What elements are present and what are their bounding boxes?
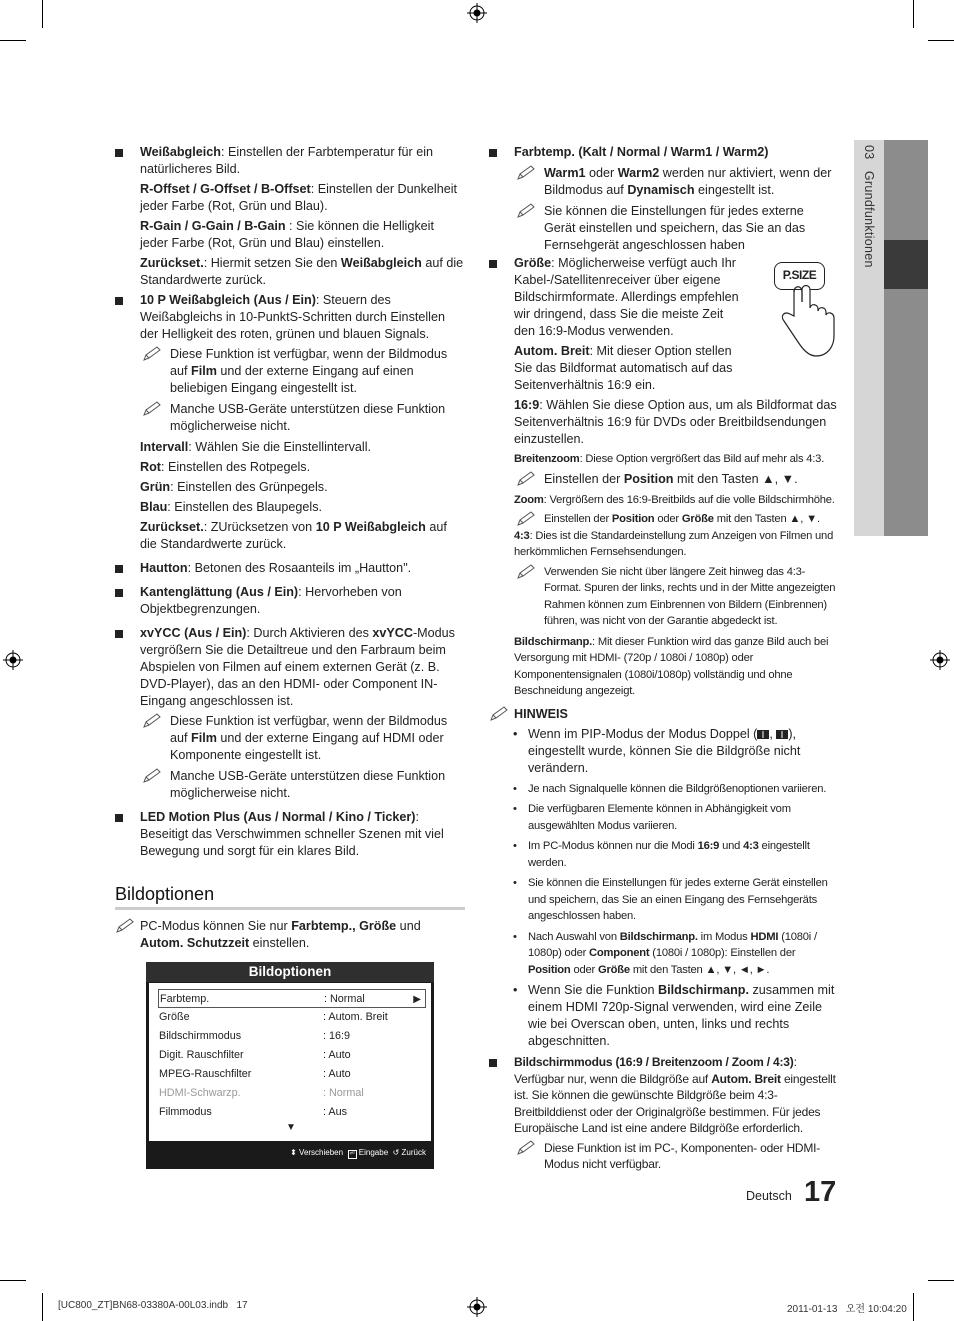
- menu-row-digit-rauschfilter[interactable]: [158, 1046, 426, 1065]
- note-pencil-icon: [142, 768, 162, 784]
- pc-note: PC-Modus können Sie nur Farbtemp., Größe und Autom. Schutzzeit einstellen.: [115, 918, 465, 955]
- note: Manche USB-Geräte unterstützen diese Funktion möglicherweise nicht.: [115, 401, 465, 435]
- hinweis-item: • Wenn im PIP-Modus der Modus Doppel ( , ), eingestellt wurde, können Sie die Bildgröße nicht verändern.: [489, 726, 837, 777]
- item-zoom: Zoom: Vergrößern des 16:9-Breitbilds auf die volle Bildschirmhöhe.: [514, 493, 835, 506]
- crop-mark: [928, 1280, 954, 1281]
- item-led-motion-plus: LED Motion Plus (Aus / Normal / Kino / Ticker): Beseitigt das Verschwimmen schneller Szenen mit viel Bewegung und sorgt für ein klares Bild.: [115, 809, 465, 860]
- arrow-right-icon: ▶: [413, 994, 421, 1005]
- note: Manche USB-Geräte unterstützen diese Funktion möglicherweise nicht.: [115, 768, 465, 802]
- note: Einstellen der Position oder Größe mit den Tasten ▲, ▼.: [489, 511, 837, 528]
- item-bildschirmmodus: Bildschirmmodus (16:9 / Breitenzoom / Zoom / 4:3): Verfügbar nur, wenn die Bildgröße auf Autom. Breit eingestellt ist. Sie können die gewünschte Bildgröße beim 4:3-Breitbilddienst oder der Originalgröße bestimmen. Für jedes Europäische Land ist eine andere Bildgröße erforderlich.: [489, 1054, 837, 1137]
- crop-mark: [0, 40, 26, 41]
- item-rot: Rot: Einstellen des Rotpegels.: [140, 460, 311, 474]
- note: Diese Funktion ist verfügbar, wenn der Bildmodus auf Film und der externe Eingang auf HDMI oder Komponente eingestellt ist.: [115, 713, 465, 764]
- crop-mark: [928, 40, 954, 41]
- item-kantenglaettung: Kantenglättung (Aus / Ein): Hervorheben von Objektbegrenzungen.: [115, 584, 465, 618]
- osd-menu-nav: [290, 1147, 426, 1159]
- return-icon: ↺: [392, 1148, 400, 1157]
- item-r-gain: R-Gain / G-Gain / B-Gain : Sie können die Helligkeit jeder Farbe (Rot, Grün und Blau) einstellen.: [140, 219, 434, 250]
- note-pencil-icon: [142, 401, 162, 417]
- menu-row-groesse[interactable]: [158, 1008, 426, 1027]
- menu-row-value: : 16:9: [323, 1030, 351, 1042]
- item-gruen: Grün: Einstellen des Grünpegels.: [140, 480, 328, 494]
- registration-mark-icon: [3, 650, 23, 670]
- menu-row-mpeg-rauschfilter[interactable]: [158, 1065, 426, 1084]
- note-pencil-icon: [115, 918, 135, 934]
- note-pencil-icon: [142, 713, 162, 729]
- note-pencil-icon: [516, 1140, 536, 1156]
- item-10p-weissabgleich: 10 P Weißabgleich (Aus / Ein): Steuern des Weißabgleichs in 10-PunktS-Schritten durch Einstellen der Helligkeit des roten, grünen und blauen Signals.: [115, 292, 465, 343]
- note: Warm1 oder Warm2 werden nur aktiviert, wenn der Bildmodus auf Dynamisch eingestellt ist.: [489, 165, 837, 199]
- footer-language: Deutsch: [746, 1189, 792, 1203]
- nav-enter-label: Eingabe: [358, 1148, 389, 1157]
- menu-row-filmmodus[interactable]: [158, 1103, 426, 1122]
- item-breitenzoom: Breitenzoom: Diese Option vergrößert das Bild auf mehr als 4:3.: [514, 453, 825, 465]
- pointing-hand-icon: [772, 258, 838, 362]
- menu-row-value: : Auto: [323, 1049, 351, 1061]
- section-title: Bildoptionen: [115, 882, 465, 910]
- pip-double-icon: [757, 730, 769, 739]
- menu-row-bildschirmmodus[interactable]: [158, 1027, 426, 1046]
- note: Diese Funktion ist verfügbar, wenn der Bildmodus auf Film und der externe Eingang auf einen beliebigen Eingang eingestellt ist.: [115, 346, 465, 397]
- menu-row-value: : Normal: [323, 1087, 364, 1099]
- item-reset-2: Zurückset.: ZUrücksetzen von 10 P Weißabgleich auf die Standardwerte zurück.: [140, 520, 447, 551]
- note-pencil-icon: [516, 471, 536, 487]
- osd-menu-body: [149, 983, 431, 1141]
- note-pencil-icon: [516, 165, 536, 181]
- item-4-3: 4:3: Dies ist die Standardeinstellung zum Anzeigen von Filmen und herkömmlichen Fernsehsendungen.: [514, 529, 834, 558]
- item-xvycc: xvYCC (Aus / Ein): Durch Aktivieren des xvYCC-Modus vergrößern Sie die Detailtreue und den Farbraum beim Abspielen von Filmen auf einem externen Gerät (z. B. DVD-Player), das an den HDMI- oder Component IN-Eingang angeschlossen ist.: [115, 625, 465, 710]
- menu-row-label: HDMI-Schwarzp.: [159, 1087, 241, 1099]
- item-r-offset: R-Offset / G-Offset / B-Offset: Einstellen der Dunkelheit jeder Farbe (Rot, Grün und Blau).: [140, 182, 458, 213]
- registration-mark-icon: [467, 3, 487, 23]
- left-column: [115, 144, 465, 863]
- item-hautton: Hautton: Betonen des Rosaanteils im „Hautton".: [115, 560, 465, 577]
- menu-row-hdmi-schwarzp: [158, 1084, 426, 1103]
- crop-mark: [913, 1293, 914, 1321]
- menu-row-label: Digit. Rauschfilter: [159, 1049, 244, 1061]
- hinweis-item: • Nach Auswahl von Bildschirmanp. im Modus HDMI (1080i / 1080p) oder Component (1080i / 1080p): Einstellen der Position oder Größe mit den Tasten ▲, ▼, ◄, ►.: [489, 929, 837, 979]
- item-groesse: Größe: Möglicherweise verfügt auch Ihr Kabel-/Satellitenreceiver über eigene Bildschirmformate. Allerdings empfehlen wir dringend, dass Sie die meiste Zeit den 16:9-Modus verwenden.: [489, 255, 744, 340]
- hinweis-item: • Die verfügbaren Elemente können in Abhängigkeit vom ausgewählten Modus variieren.: [489, 801, 837, 834]
- note: Verwenden Sie nicht über längere Zeit hinweg das 4:3-Format. Spuren der links, rechts und in der Mitte angezeigten Rahmen können zum Einbrennen von Bildern (Einbrennen) führen, was nicht von der Garantie abgedeckt ist.: [489, 564, 837, 630]
- note: Einstellen der Position mit den Tasten ▲, ▼.: [489, 471, 837, 488]
- chapter-tab-block: [884, 289, 928, 536]
- enter-icon: ⏎: [349, 1151, 355, 1157]
- note: Sie können die Einstellungen für jedes externe Gerät einstellen und speichern, das Sie an das Fernsehgerät angeschlossen haben: [489, 203, 837, 254]
- psize-button: P.SIZE: [774, 262, 825, 290]
- item-blau: Blau: Einstellen des Blaupegels.: [140, 500, 323, 514]
- footer-timestamp: 2011-01-13 오전 10:04:20: [787, 1304, 907, 1315]
- registration-mark-icon: [467, 1297, 487, 1317]
- menu-row-value: : Auto: [323, 1068, 351, 1080]
- pip-double-icon: [776, 730, 788, 739]
- hinweis-heading: HINWEIS: [489, 706, 837, 723]
- osd-menu-title: Bildoptionen: [146, 962, 434, 982]
- note: Diese Funktion ist im PC-, Komponenten- oder HDMI-Modus nicht verfügbar.: [489, 1140, 837, 1173]
- item-weissabgleich: Weißabgleich: Einstellen der Farbtemperatur für ein natürlicheres Bild.: [115, 144, 465, 178]
- chapter-label: 03 Grundfunktionen: [862, 145, 876, 268]
- hinweis-item: • Sie können die Einstellungen für jedes externe Gerät einstellen und speichern, das Sie an einen Eingang des Fernsehgeräts angeschlossen haben.: [489, 875, 837, 925]
- menu-row-value: : Autom. Breit: [323, 1011, 388, 1023]
- item-intervall: Intervall: Wählen Sie die Einstellintervall.: [140, 440, 371, 454]
- menu-row-label: Bildschirmmodus: [159, 1030, 242, 1042]
- crop-mark: [42, 1293, 43, 1321]
- item-farbtemp: Farbtemp. (Kalt / Normal / Warm1 / Warm2): [489, 144, 837, 161]
- menu-row-label: Farbtemp.: [160, 993, 210, 1005]
- nav-move-label: Verschieben: [299, 1148, 344, 1157]
- crop-mark: [0, 1280, 26, 1281]
- osd-menu: [146, 962, 434, 1169]
- menu-row-label: Filmmodus: [159, 1106, 212, 1118]
- crop-mark: [913, 0, 914, 28]
- psize-remote-illustration: [772, 258, 838, 362]
- item-bildschirmanp: Bildschirmanp.: Mit dieser Funktion wird das ganze Bild auch bei Versorgung mit HDMI- (720p / 1080i / 1080p) oder Komponentensignalen (1080i/1080p) vollständig und ohne Beschneidung angezeigt.: [514, 635, 829, 697]
- item-autom-breit: Autom. Breit: Mit dieser Option stellen Sie das Bildformat automatisch auf das Seitenverhältnis 16:9 ein.: [514, 344, 733, 392]
- move-arrows-icon: ⬍: [290, 1148, 297, 1157]
- chapter-tab-block: [884, 140, 928, 240]
- scroll-down-icon[interactable]: ▼: [286, 1122, 296, 1133]
- menu-row-label: Größe: [159, 1011, 190, 1023]
- crop-mark: [42, 0, 43, 28]
- menu-row-value: : Aus: [323, 1106, 348, 1118]
- registration-mark-icon: [930, 650, 950, 670]
- note-pencil-icon: [516, 511, 536, 527]
- menu-row-label: MPEG-Rauschfilter: [159, 1068, 252, 1080]
- note-pencil-icon: [142, 346, 162, 362]
- chapter-tab-marker: [884, 240, 928, 289]
- menu-row-value: : Normal: [324, 993, 365, 1005]
- note-pencil-icon: [516, 203, 536, 219]
- hinweis-item: • Wenn Sie die Funktion Bildschirmanp. zusammen mit einem HDMI 720p-Signal verwenden, wird eine Zeile wie bei Overscan oben, unten, links und rechts abgeschnitten.: [489, 982, 837, 1050]
- item-reset-1: Zurückset.: Hiermit setzen Sie den Weißabgleich auf die Standardwerte zurück.: [140, 256, 464, 287]
- note-pencil-icon: [489, 706, 509, 722]
- hinweis-item: • Je nach Signalquelle können die Bildgrößenoptionen variieren.: [489, 781, 837, 798]
- footer-file: [UC800_ZT]BN68-03380A-00L03.indb 17: [58, 1300, 248, 1311]
- item-16-9: 16:9: Wählen Sie diese Option aus, um als Bildformat das Seitenverhältnis 16:9 für DVDs oder Breitbildsendungen einzustellen.: [514, 398, 837, 446]
- note-pencil-icon: [516, 564, 536, 580]
- hinweis-item: • Im PC-Modus können nur die Modi 16:9 und 4:3 eingestellt werden.: [489, 838, 837, 871]
- nav-back-label: Zurück: [401, 1148, 426, 1157]
- menu-row-farbtemp[interactable]: [158, 989, 426, 1008]
- page-number: 17: [804, 1176, 837, 1208]
